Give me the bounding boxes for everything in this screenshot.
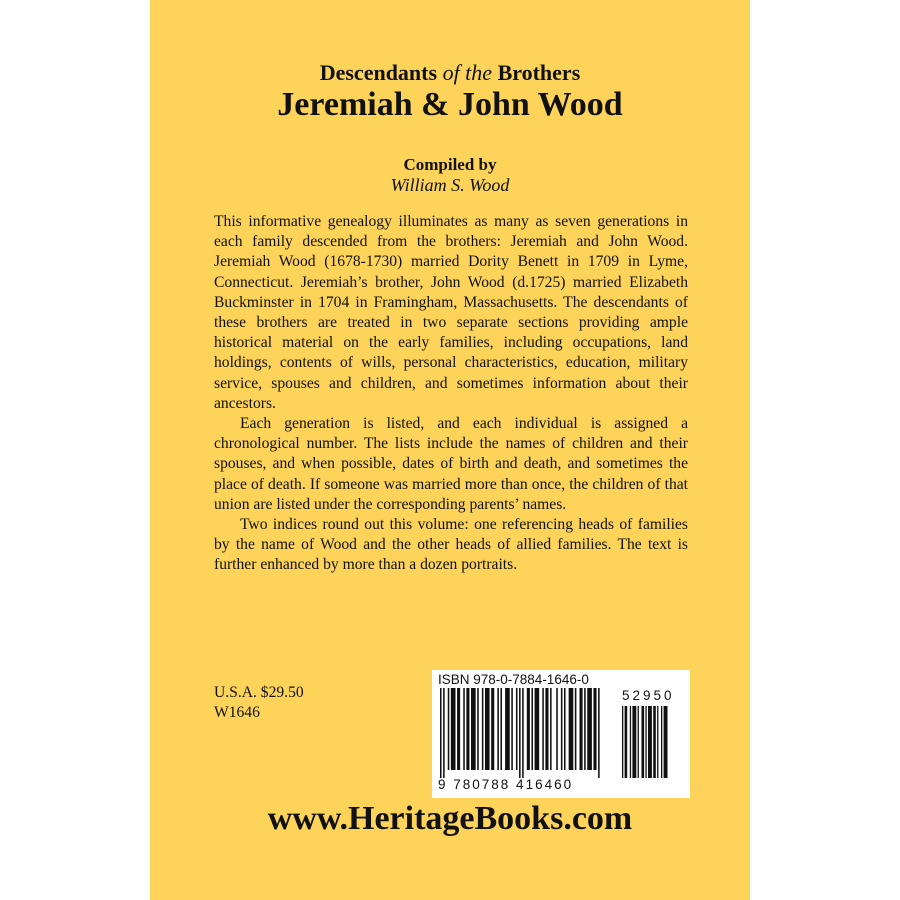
barcode-bar bbox=[584, 688, 586, 770]
barcode-bar bbox=[632, 706, 636, 778]
description bbox=[214, 212, 688, 576]
ean-barcode-bars bbox=[440, 688, 600, 778]
addon-barcode-bars bbox=[622, 706, 682, 786]
barcode-bar bbox=[491, 688, 494, 770]
barcode-bar bbox=[527, 688, 530, 770]
barcode-bar bbox=[457, 688, 460, 770]
barcode-bar bbox=[556, 688, 558, 770]
barcode-bar bbox=[471, 688, 476, 770]
barcode-bar bbox=[587, 688, 592, 770]
description-paragraph-3: Two indices round out this volume: one referencing heads of families by the name of Wood and the other heads of allied families. The text is further enhanced by more than a dozen portraits. bbox=[214, 516, 688, 574]
barcode-bar bbox=[598, 688, 600, 778]
barcode-bar bbox=[561, 688, 563, 770]
barcode-bar bbox=[497, 688, 499, 770]
barcode-bar bbox=[638, 706, 639, 778]
barcode-bar bbox=[593, 688, 596, 770]
barcode-bar bbox=[569, 688, 574, 770]
description-paragraph-1: This informative genealogy illuminates as many as seven generations in each family descended from the brothers: Jeremiah and John Wood. Jeremiah Wood (1678-1730) married Dority Benett in 1709 in Lyme, Connecticut. Jeremiah’s brother, John Wood (d.1725) married Elizabeth Buckminster in 1704 in Framingham, Massachusetts. The descendants of these brothers are treated in two separate sections providing ample historical material on the early families, including occupations, land holdings, contents of wills, personal characteristics, education, military service, spouses and children, and sometimes information about their ancestors. bbox=[214, 213, 688, 412]
title-word-brothers: Brothers bbox=[497, 60, 581, 85]
price-block bbox=[214, 683, 304, 723]
barcode-box bbox=[432, 670, 690, 798]
barcode-bar bbox=[645, 706, 646, 778]
barcode-bar bbox=[440, 688, 442, 778]
price: U.S.A. $29.50 bbox=[214, 684, 304, 701]
barcode-bar bbox=[500, 688, 502, 770]
barcode-bar bbox=[448, 688, 450, 770]
website-url: www.HeritageBooks.com bbox=[267, 800, 633, 837]
barcode-bar bbox=[519, 688, 521, 778]
title-word-descendants: Descendants bbox=[319, 60, 438, 85]
barcode-bar bbox=[463, 688, 465, 770]
isbn-text: ISBN 978-0-7884-1646-0 bbox=[438, 672, 589, 687]
barcode-bar bbox=[622, 706, 623, 778]
barcode-bar bbox=[466, 688, 469, 770]
barcode-bar bbox=[550, 688, 552, 770]
barcode-bar bbox=[451, 688, 456, 770]
barcode-bar bbox=[505, 688, 510, 770]
barcode-bar bbox=[545, 688, 548, 770]
barcode-bar bbox=[653, 706, 656, 778]
compiled-by-label: Compiled by bbox=[403, 155, 497, 174]
barcode-bar bbox=[485, 688, 490, 770]
barcode-bar bbox=[477, 688, 479, 770]
title-line-1 bbox=[150, 60, 750, 86]
barcode-bar bbox=[648, 706, 652, 778]
barcode-bar bbox=[482, 688, 484, 770]
barcode-bar bbox=[564, 688, 566, 770]
barcode-bar bbox=[535, 688, 540, 770]
author-name: William S. Wood bbox=[390, 175, 510, 195]
item-code: W1646 bbox=[214, 704, 260, 721]
barcode-bar bbox=[661, 706, 662, 778]
barcode-bar bbox=[542, 688, 544, 770]
barcode-bar bbox=[443, 688, 445, 778]
barcode-bar bbox=[511, 688, 513, 770]
barcode-bar bbox=[664, 706, 668, 778]
price-code: 52950 bbox=[622, 688, 675, 703]
barcode-bar bbox=[625, 706, 628, 778]
title-word-of-the: of the bbox=[442, 60, 493, 85]
barcode-bar bbox=[580, 688, 583, 770]
back-cover bbox=[150, 0, 750, 900]
barcode-bar bbox=[630, 706, 631, 778]
barcode-bar bbox=[531, 688, 533, 770]
barcode-bar bbox=[642, 706, 645, 778]
barcode-bar bbox=[522, 688, 524, 778]
description-paragraph-2: Each generation is listed, and each individual is assigned a chronological number. The lists include the names of children and their spouses, and when possible, dates of birth and death, and sometimes the place of death. If someone was married more than once, the children of that union are listed under the corresponding parents’ names. bbox=[214, 415, 688, 513]
barcode-bar bbox=[575, 688, 577, 770]
barcode-bar bbox=[657, 706, 658, 778]
book-title: Jeremiah & John Wood bbox=[277, 86, 623, 123]
barcode-bar bbox=[516, 688, 518, 770]
ean-digits: 9 780788 416460 bbox=[438, 777, 574, 792]
